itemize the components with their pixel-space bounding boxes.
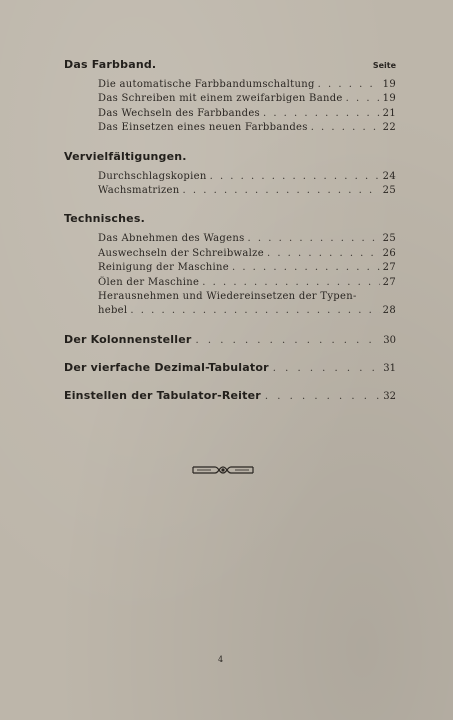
entry-label: Das Abnehmen des Wagens	[98, 233, 245, 245]
entry-page: 25	[382, 185, 396, 197]
section-farbband	[64, 58, 396, 136]
entry-page: 25	[382, 233, 396, 245]
section-title: Vervielfältigungen.	[64, 149, 187, 163]
toc-main-entry[interactable]	[64, 361, 396, 379]
dot-leader	[264, 247, 380, 261]
toc-entry[interactable]	[98, 276, 396, 290]
dot-leader	[245, 232, 380, 246]
entry-label: Das Wechseln des Farbbandes	[98, 107, 260, 119]
section-title: Das Farbband.	[64, 58, 157, 71]
entry-label: Durchschlagskopien	[98, 170, 207, 182]
section-header	[64, 150, 396, 168]
main-entry-title: Einstellen der Tabulator-Reiter	[64, 388, 261, 402]
toc-main-entry[interactable]	[64, 333, 396, 351]
toc-entry[interactable]	[98, 92, 396, 106]
dot-leader	[192, 335, 380, 346]
toc-entry[interactable]	[98, 78, 396, 92]
toc-entry[interactable]	[98, 107, 396, 121]
dot-leader	[269, 363, 380, 374]
toc-entry[interactable]	[98, 121, 396, 135]
dot-leader	[260, 107, 380, 121]
dot-leader	[315, 78, 380, 92]
entry-label: Das Schreiben mit einem zweifarbigen Bande	[98, 93, 343, 105]
toc-entry[interactable]	[98, 247, 396, 261]
toc-entry[interactable]	[98, 232, 396, 246]
toc-entry[interactable]	[98, 261, 396, 275]
entry-list	[64, 232, 396, 318]
entry-label: Wachsmatrizen	[98, 185, 180, 197]
main-entry-title: Der Kolonnensteller	[64, 332, 192, 346]
dot-leader	[199, 276, 380, 290]
entry-page: 24	[382, 170, 396, 182]
entry-label: Reinigung der Maschine	[98, 262, 229, 274]
entry-label: Die automatische Farbbandumschaltung	[98, 79, 315, 90]
entry-page: 22	[382, 122, 396, 134]
dot-leader	[229, 261, 380, 275]
entry-page: 19	[382, 79, 396, 90]
table-of-contents	[64, 58, 396, 417]
entry-label: Auswechseln der Schreibwalze	[98, 247, 264, 259]
entry-list	[64, 78, 396, 136]
page-number: 4	[218, 655, 224, 664]
dot-leader	[127, 304, 380, 318]
dot-leader	[261, 391, 380, 402]
entry-page: 26	[382, 247, 396, 259]
dot-leader	[308, 121, 380, 135]
toc-entry[interactable]	[98, 184, 396, 198]
entry-label-line2: hebel	[98, 305, 128, 317]
entry-list	[64, 170, 396, 199]
toc-entry[interactable]	[98, 304, 396, 318]
entry-label: Ölen der Maschine	[98, 276, 200, 288]
entry-page: 21	[382, 107, 396, 119]
entry-page: 28	[382, 305, 396, 317]
entry-page: 32	[383, 390, 396, 402]
section-technisches	[64, 212, 396, 318]
entry-page: 19	[382, 93, 396, 105]
section-title: Technisches.	[64, 212, 145, 226]
toc-entry[interactable]	[98, 170, 396, 184]
ornament-icon	[191, 462, 255, 478]
entry-page: 30	[383, 334, 396, 346]
section-header	[64, 212, 396, 230]
entry-page: 27	[382, 262, 396, 274]
entry-page: 31	[383, 362, 396, 374]
seite-label: Seite	[372, 61, 396, 70]
dot-leader	[207, 170, 380, 184]
section-vervielfaeltigungen	[64, 150, 396, 199]
section-header	[64, 58, 396, 76]
dot-leader	[180, 184, 380, 198]
entry-label: Das Einsetzen eines neuen Farbbandes	[98, 122, 308, 134]
entry-label-line1[interactable]: Herausnehmen und Wiedereinsetzen der Typen-	[98, 291, 357, 303]
toc-main-entry[interactable]	[64, 389, 396, 407]
entry-page: 27	[382, 276, 396, 288]
main-entry-title: Der vierfache Dezimal-Tabulator	[64, 360, 269, 374]
dot-leader	[343, 92, 380, 106]
